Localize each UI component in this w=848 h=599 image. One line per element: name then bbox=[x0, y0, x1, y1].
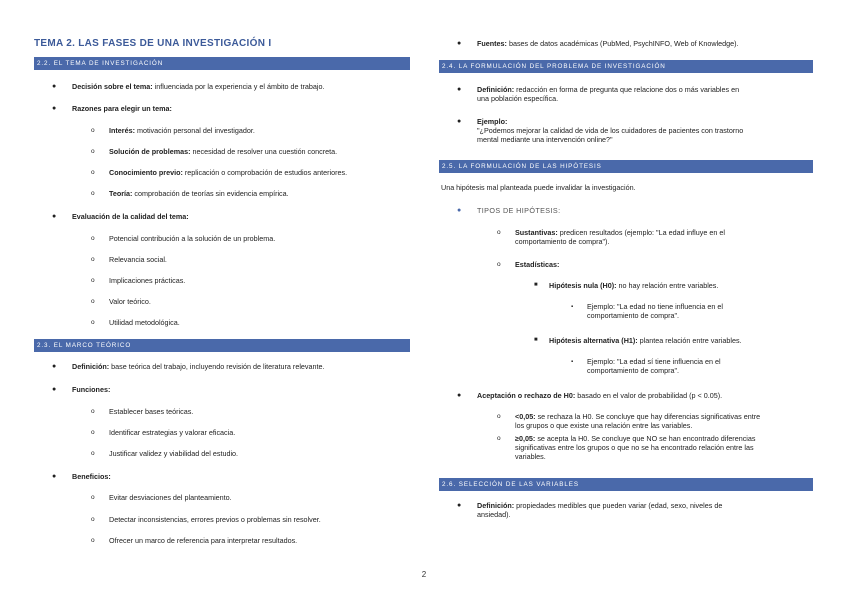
h1-example: Ejemplo: "La edad sí tiene influencia en el bbox=[587, 357, 721, 366]
section-header-2-4: 2.4. LA FORMULACIÓN DEL PROBLEMA DE INVESTIGACIÓN bbox=[439, 60, 813, 73]
definicion-text: redacción en forma de pregunta que relacione dos o más variables en bbox=[514, 85, 740, 94]
item-label: Conocimiento previo: bbox=[109, 168, 183, 177]
circle-bullet-icon: o bbox=[497, 413, 501, 420]
mayor-text: se acepta la H0. Se concluye que NO se han encontrado diferencias bbox=[535, 434, 756, 443]
item-text: Evitar desviaciones del planteamiento. bbox=[109, 493, 232, 502]
tipos-label: TIPOS DE HIPÓTESIS: bbox=[477, 206, 561, 215]
circle-bullet-icon: o bbox=[91, 169, 95, 176]
h1-text: plantea relación entre variables. bbox=[637, 336, 742, 345]
definicion-text: propiedades medibles que pueden variar (edad, sexo, niveles de bbox=[514, 501, 723, 510]
circle-bullet-icon: o bbox=[497, 435, 501, 442]
bullet-icon: ● bbox=[52, 105, 57, 112]
decision-label: Decisión sobre el tema: bbox=[72, 82, 153, 91]
definicion-text-cont: una población específica. bbox=[477, 94, 559, 103]
item-text: necesidad de resolver una cuestión concreta. bbox=[190, 147, 338, 156]
item-text: Utilidad metodológica. bbox=[109, 318, 180, 327]
small-square-bullet-icon: ▪ bbox=[571, 304, 574, 310]
square-bullet-icon: ■ bbox=[534, 282, 538, 288]
mayor-label: ≥0,05: bbox=[515, 434, 536, 443]
circle-bullet-icon: o bbox=[91, 298, 95, 305]
mayor-text-end: variables. bbox=[515, 452, 546, 461]
item-label: Teoría: bbox=[109, 189, 133, 198]
definicion-label: Definición: bbox=[477, 85, 515, 94]
fuentes-label: Fuentes: bbox=[477, 39, 507, 48]
funciones-label: Funciones: bbox=[72, 385, 111, 394]
mayor-text-cont: significativas entre los grupos o que no se ha encontrado relación entre las bbox=[515, 443, 754, 452]
circle-bullet-icon: o bbox=[91, 190, 95, 197]
h0-example-cont: comportamiento de compra". bbox=[587, 311, 680, 320]
aceptacion-label: Aceptación o rechazo de H0: bbox=[477, 391, 576, 400]
item-label: Interés: bbox=[109, 126, 135, 135]
circle-bullet-icon: o bbox=[497, 229, 501, 236]
aceptacion-text: basado en el valor de probabilidad (p < 0.05). bbox=[575, 391, 723, 400]
bullet-icon: ● bbox=[457, 86, 462, 93]
bullet-icon: ● bbox=[52, 363, 57, 370]
item-text: comprobación de teorías sin evidencia empírica. bbox=[132, 189, 289, 198]
page-number: 2 bbox=[421, 570, 427, 579]
circle-bullet-icon: o bbox=[91, 256, 95, 263]
sustantivas-text: predicen resultados (ejemplo: "La edad influye en el bbox=[557, 228, 725, 237]
estadisticas-label: Estadísticas: bbox=[515, 260, 560, 269]
bullet-icon: ● bbox=[52, 213, 57, 220]
circle-bullet-icon: o bbox=[497, 261, 501, 268]
item-text: Potencial contribución a la solución de un problema. bbox=[109, 234, 276, 243]
ejemplo-label: Ejemplo: bbox=[477, 117, 508, 126]
definicion-label: Definición: bbox=[72, 362, 110, 371]
h0-label: Hipótesis nula (H0): bbox=[549, 281, 617, 290]
razones-label: Razones para elegir un tema: bbox=[72, 104, 172, 113]
circle-bullet-icon: o bbox=[91, 537, 95, 544]
item-text: Detectar inconsistencias, errores previos o problemas sin resolver. bbox=[109, 515, 321, 524]
definicion-text-cont: ansiedad). bbox=[477, 510, 511, 519]
section-header-2-6: 2.6. SELECCIÓN DE LAS VARIABLES bbox=[439, 478, 813, 491]
fuentes-text: bases de datos académicas (PubMed, PsychINFO, Web of Knowledge). bbox=[506, 39, 739, 48]
item-text: replicación o comprobación de estudios anteriores. bbox=[182, 168, 348, 177]
square-bullet-icon: ■ bbox=[534, 337, 538, 343]
item-label: Solución de problemas: bbox=[109, 147, 191, 156]
definicion-text: base teórica del trabajo, incluyendo revisión de literatura relevante. bbox=[109, 362, 325, 371]
item-text: Ofrecer un marco de referencia para interpretar resultados. bbox=[109, 536, 298, 545]
circle-bullet-icon: o bbox=[91, 277, 95, 284]
evaluacion-label: Evaluación de la calidad del tema: bbox=[72, 212, 189, 221]
section-header-2-5: 2.5. LA FORMULACIÓN DE LAS HIPÓTESIS bbox=[439, 160, 813, 173]
h1-example-cont: comportamiento de compra". bbox=[587, 366, 680, 375]
bullet-icon: ● bbox=[457, 502, 462, 509]
bullet-icon: ● bbox=[457, 118, 462, 125]
bullet-icon: ● bbox=[52, 473, 57, 480]
item-text: Implicaciones prácticas. bbox=[109, 276, 186, 285]
sustantivas-label: Sustantivas: bbox=[515, 228, 558, 237]
circle-bullet-icon: o bbox=[91, 450, 95, 457]
item-text: Relevancia social. bbox=[109, 255, 167, 264]
item-text: Justificar validez y viabilidad del estudio. bbox=[109, 449, 239, 458]
section-header-2-2: 2.2. EL TEMA DE INVESTIGACIÓN bbox=[34, 57, 410, 70]
ejemplo-text-cont: mental mediante una intervención online?" bbox=[477, 135, 613, 144]
bullet-icon: ● bbox=[457, 40, 462, 47]
menor-text: se rechaza la H0. Se concluye que hay diferencias significativas entre bbox=[535, 412, 761, 421]
item-text: Establecer bases teóricas. bbox=[109, 407, 194, 416]
beneficios-label: Beneficios: bbox=[72, 472, 111, 481]
sustantivas-text-cont: comportamiento de compra"). bbox=[515, 237, 610, 246]
bullet-icon: ● bbox=[457, 392, 462, 399]
hipotesis-intro: Una hipótesis mal planteada puede invalidar la investigación. bbox=[441, 183, 636, 192]
h0-example: Ejemplo: "La edad no tiene influencia en el bbox=[587, 302, 724, 311]
small-square-bullet-icon: ▪ bbox=[571, 359, 574, 365]
menor-label: <0,05: bbox=[515, 412, 536, 421]
bullet-icon: ● bbox=[52, 386, 57, 393]
page-title: TEMA 2. LAS FASES DE UNA INVESTIGACIÓN I bbox=[34, 38, 272, 49]
bullet-icon: ● bbox=[457, 207, 462, 214]
circle-bullet-icon: o bbox=[91, 408, 95, 415]
item-text: Identificar estrategias y valorar eficacia. bbox=[109, 428, 236, 437]
ejemplo-text: "¿Podemos mejorar la calidad de vida de los cuidadores de pacientes con trastorno bbox=[477, 126, 744, 135]
circle-bullet-icon: o bbox=[91, 516, 95, 523]
circle-bullet-icon: o bbox=[91, 429, 95, 436]
bullet-icon: ● bbox=[52, 83, 57, 90]
menor-text-cont: los grupos o que existe una relación entre las variables. bbox=[515, 421, 693, 430]
circle-bullet-icon: o bbox=[91, 235, 95, 242]
circle-bullet-icon: o bbox=[91, 319, 95, 326]
decision-text: influenciada por la experiencia y el ámbito de trabajo. bbox=[152, 82, 325, 91]
circle-bullet-icon: o bbox=[91, 127, 95, 134]
circle-bullet-icon: o bbox=[91, 494, 95, 501]
item-text: Valor teórico. bbox=[109, 297, 151, 306]
circle-bullet-icon: o bbox=[91, 148, 95, 155]
definicion-label: Definición: bbox=[477, 501, 515, 510]
section-header-2-3: 2.3. EL MARCO TEÓRICO bbox=[34, 339, 410, 352]
h0-text: no hay relación entre variables. bbox=[616, 281, 719, 290]
item-text: motivación personal del investigador. bbox=[134, 126, 255, 135]
h1-label: Hipótesis alternativa (H1): bbox=[549, 336, 638, 345]
